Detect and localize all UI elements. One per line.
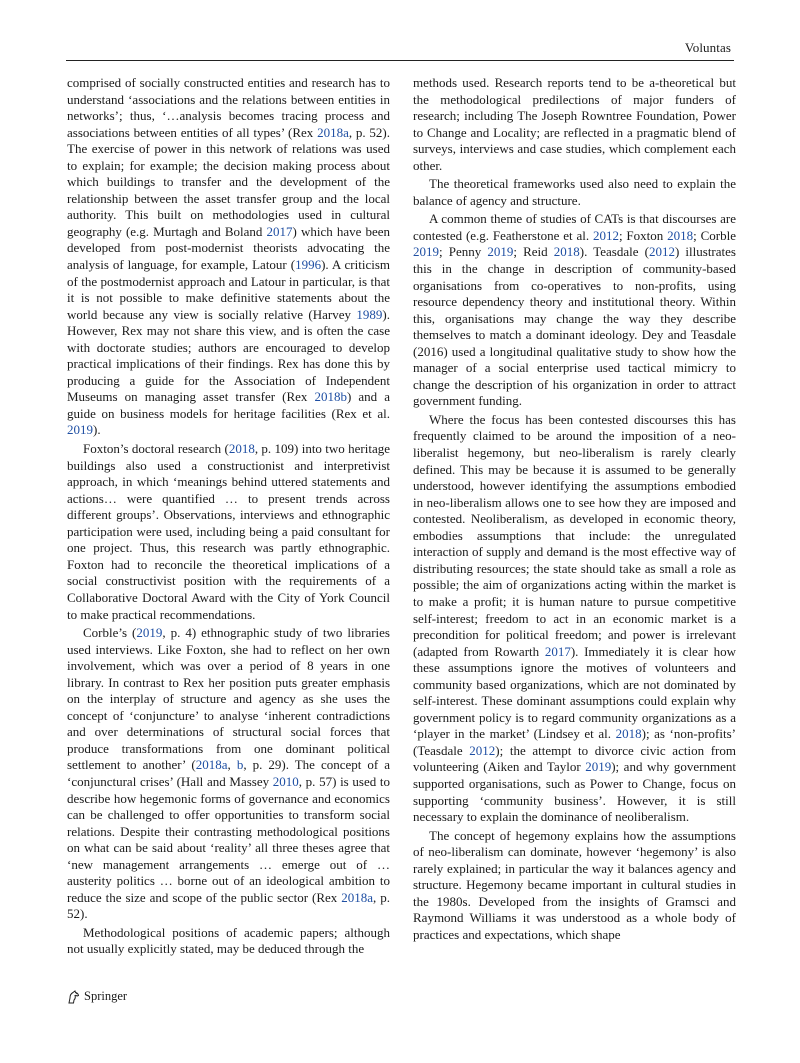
paragraph (413, 412, 736, 826)
text-run: The theoretical frameworks used also need to explain the balance of agency and structure. (413, 176, 736, 208)
text-run: , (227, 757, 237, 773)
paragraph (67, 625, 390, 923)
text-run: ); as ‘non-profits’ (Teasdale (413, 726, 736, 758)
paragraph (67, 925, 390, 958)
citation-link[interactable]: 2018 (667, 227, 694, 243)
text-run: ); and why government supported organisations, such as Power to Change, focus on supporting ‘community business’. However, it is still necessary to explain the dominance of neoliberalism. (413, 759, 736, 825)
text-run: A common theme of studies of CATs is that discourses are contested (e.g. Featherstone et al. (413, 211, 736, 243)
text-run: ). Teasdale ( (579, 244, 649, 260)
text-run: ) which have been developed from post-modernist theorists advocating the analysis of language, for example, Latour ( (67, 223, 390, 273)
citation-link[interactable]: 2012 (469, 742, 496, 758)
text-run: ). A criticism of the postmodernist approach and Latour in particular, is that it is not possible to make definitive statements about the world because any view is socially relative (Harvey (67, 257, 390, 322)
text-run: ). However, Rex may not share this view, and is often the case with doctorate studies; authors are encouraged to develop practical implications of their findings. Rex has done this by producing a guide for the Association of Independent Museums on managing asset transfer (Rex (67, 306, 390, 405)
running-head-journal: Voluntas (684, 40, 731, 55)
citation-link[interactable]: 2018a (341, 889, 374, 905)
citation-link[interactable]: 2019 (67, 422, 93, 438)
citation-link[interactable]: 2017 (266, 223, 293, 239)
text-run: Where the focus has been contested discourses this has frequently claimed to be around the imposition of a neo-liberalist hegemony, but neo-liberalism is rarely clearly defined. This may be because it is assumed to be generally understood, however identifying the assumptions embodied in neo-liberalism allows one to see how they are imposed and contested. Neoliberalism, as developed in economic theory, embodies assumptions that include: the unregulated interaction of supply and demand is the most effective way of distributing resources; the state should take as small a role as possible; the aim of organizations acting within the market is to make a profit; it is human nature to pursue competitive self-interest; freedom to act in an economic market is a precondition for political freedom; and power is irrelevant (adapted from Rowarth (413, 411, 736, 659)
text-run: , p. 52). The exercise of power in this network of relations was used to explain; for example; the decision making process about which buildings to transfer and the development of the relationship between the asset transfer group and the local authority. This built on methodologies used in cultural geography (e.g. Murtagh and Boland (67, 124, 390, 239)
text-run: ). (93, 422, 101, 438)
citation-link[interactable]: 2018a (317, 124, 349, 140)
citation-link[interactable]: 1996 (295, 257, 322, 273)
text-run: ) illustrates this in the change in description of community-based organisations from co-operatives to non-profits, using resource dependency theory and institutional theory. Within this, organisations may change the way they describe themselves to match a dominant ideology. Dey and Teasdale (2016) used a longitudinal qualitative study to show how the manager of a social enterprise used tactical mimicry to change the description of his organization in order to attract government funding. (413, 244, 736, 409)
text-run: The concept of hegemony explains how the assumptions of neo-liberalism can dominate, however ‘hegemony’ is also rarely explained; in particular the way it balances agency and structure. Hegemony became important in cultural studies in the 1980s. Developed from the insights of Gramsci and Raymond Williams it was understood as a whole body of practices and expectations, which shape (413, 827, 736, 942)
text-run: Corble’s ( (83, 625, 137, 641)
citation-link[interactable]: 2012 (648, 244, 675, 260)
text-run: Methodological positions of academic papers; although not usually explicitly stated, may be deduced through the (67, 924, 390, 957)
citation-link[interactable]: 2018b (314, 389, 347, 405)
springer-horse-icon (67, 990, 81, 1004)
text-run: methods used. Research reports tend to be a-theoretical but the methodological predilections of major funders of research; including The Joseph Rowntree Foundation, Power to Change and Locality; are reflected in a pragmatic blend of surveys, interviews and case studies, which complement each other. (413, 75, 736, 173)
citation-link[interactable]: 2019 (585, 759, 612, 775)
citation-link[interactable]: 2019 (413, 244, 439, 260)
citation-link[interactable]: 2010 (272, 773, 299, 789)
text-run: , p. 57) is used to describe how hegemonic forms of governance and economics can be challenged to offer opportunities to transform social relations. Despite their contrasting methodological positions on what can be said about ‘reality’ all three theses agree that ‘new management arrangements … emerge out of … austerity politics … borne out of an ideological ambition to reduce the size and scope of the public sector (Rex (67, 773, 390, 905)
citation-link[interactable]: 2018 (228, 441, 255, 457)
text-run: ; Foxton (618, 227, 668, 243)
text-run: , p. 52). (67, 889, 390, 922)
text-run: comprised of socially constructed entities and research has to understand ‘associations and the relations between entities in networks’; thus, ‘…analysis becomes tracing process and associations between entities of all types’ (Rex (67, 75, 390, 140)
text-run: , p. 29). The concept of a ‘conjunctural crises’ (Hall and Massey (67, 757, 391, 789)
citation-link[interactable]: 2012 (592, 227, 619, 243)
paragraph (413, 211, 736, 410)
citation-link[interactable]: 2017 (544, 643, 571, 659)
text-run: ; Reid (513, 244, 554, 260)
citation-link[interactable]: 2018 (553, 244, 580, 260)
publisher-footer (67, 989, 127, 1004)
citation-link[interactable]: 2019 (487, 244, 514, 260)
citation-link[interactable]: 2019 (136, 625, 163, 641)
text-run: Foxton’s doctoral research ( (83, 441, 229, 457)
text-run: ; Penny (439, 244, 488, 260)
text-run: , p. 109) into two heritage buildings also used a constructionist and interpretivist approach, in which ‘meanings behind uttered statements and actions… were quantified … to present trends across different groups’. Observations, interviews and ethnographic participation were used, including being a paid consultant for one project. Thus, this research was partly ethnographic. Foxton had to reconcile the theoretical implications of a social constructivist position with the requirements of a Collaborative Doctoral Award with the City of York Council to make practical recommendations. (67, 441, 391, 622)
header-rule (66, 60, 734, 61)
paragraph (413, 828, 736, 944)
paragraph (67, 441, 390, 623)
text-run: ; Corble (693, 227, 736, 243)
citation-link[interactable]: 2018 (615, 726, 642, 742)
citation-link[interactable]: b (236, 757, 244, 773)
paragraph (413, 176, 736, 209)
left-column (67, 75, 390, 958)
text-run: , p. 4) ethnographic study of two libraries used interviews. Like Foxton, she had to reflect on her own involvement, which was over a period of 8 years in one library. In contrast to Rex her position puts greater emphasis on the interplay of structure and agency as she uses the concept of ‘conjuncture’ to analyse ‘inherent contradictions and over determinations of structural social forces that produce transformations from one dominant political settlement to another’ ( (67, 625, 390, 773)
text-run: ). Immediately it is clear how these assumptions ignore the motives of volunteers and community based organizations, which are not dominated by self-interest. These dominant assumptions could explain why government policy is to regard community organizations as a ‘player in the market’ (Lindsey et al. (413, 643, 736, 742)
right-column (413, 75, 736, 943)
paragraph (67, 75, 390, 439)
paragraph (413, 75, 736, 174)
text-run: ); the attempt to divorce civic action from volunteering (Aiken and Taylor (413, 742, 736, 775)
publisher-name: Springer (84, 989, 128, 1003)
citation-link[interactable]: 2018a (195, 757, 228, 773)
text-run: ) and a guide on business models for heritage facilities (Rex et al. (67, 389, 390, 421)
citation-link[interactable]: 1989 (356, 306, 383, 322)
